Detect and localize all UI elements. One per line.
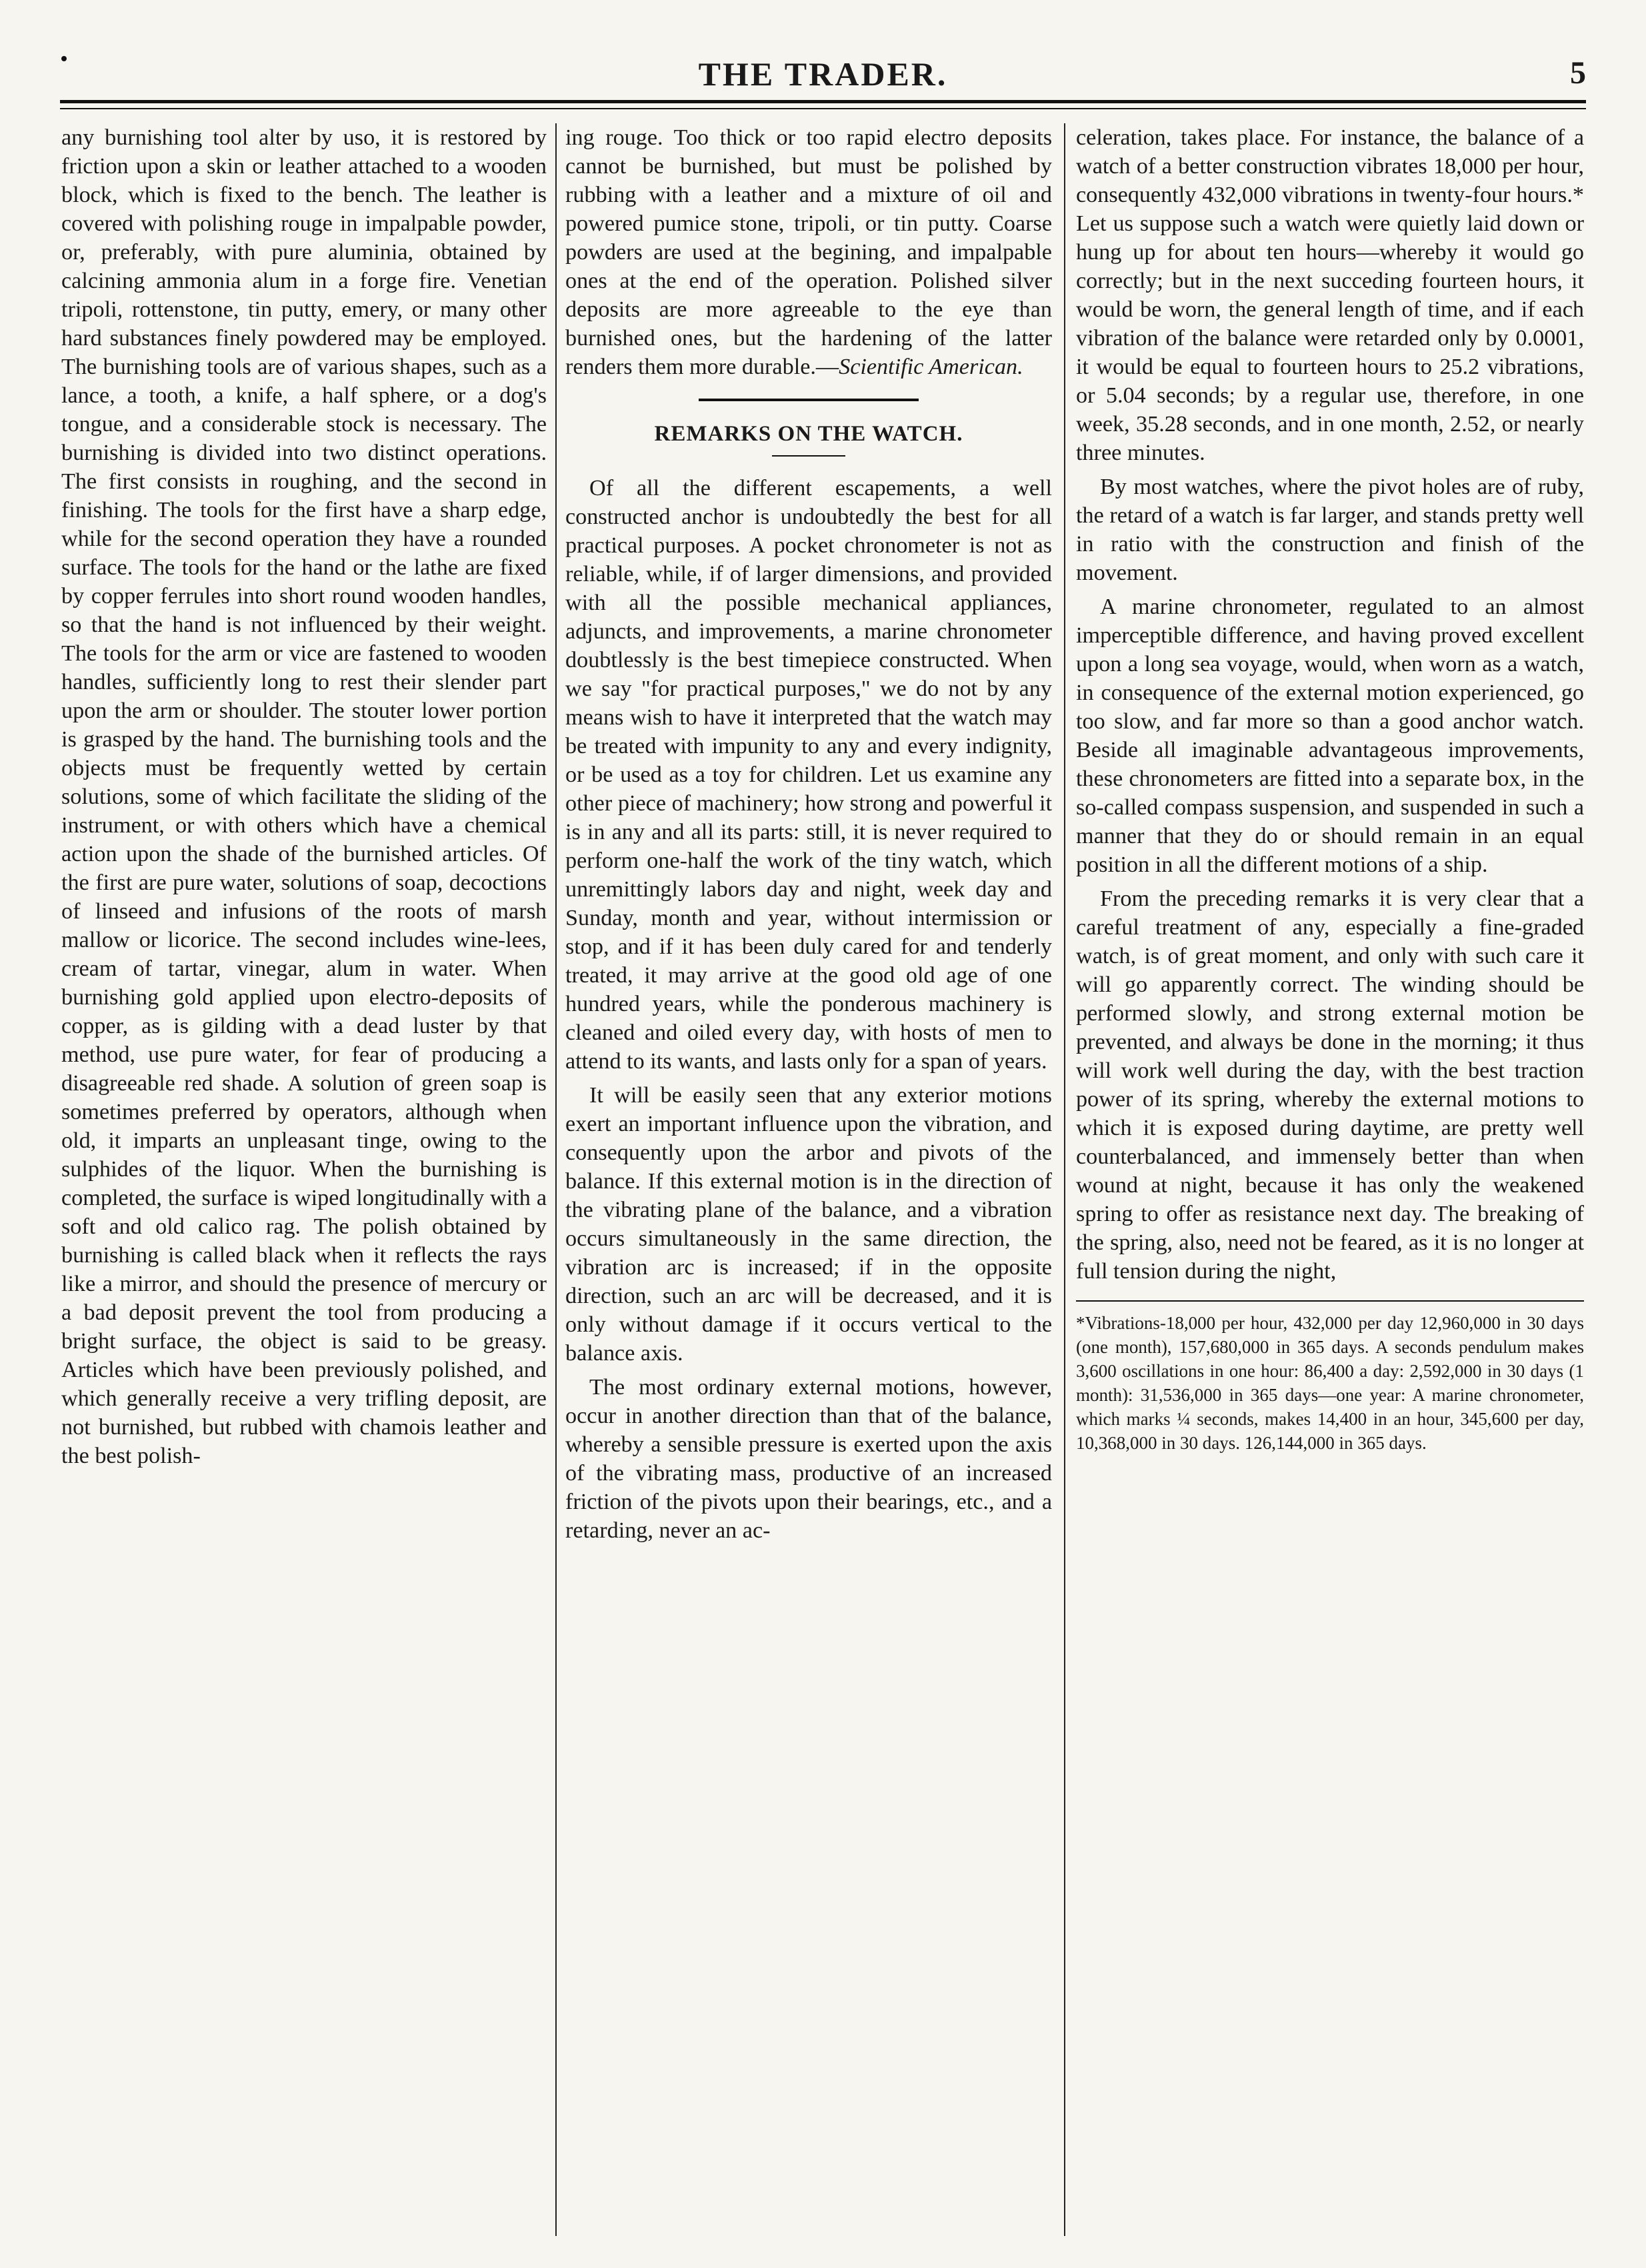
header-rule-thin [60, 108, 1586, 109]
column-divider [1064, 123, 1065, 2236]
paragraph: any burnishing tool alter by uso, it is restored by friction upon a skin or leather attached to a wooden block, which is fixed to the bench. The leather is covered with polishing rouge in impalpable powder, or, preferably, with pure aluminia, obtained by calcining ammonia alum in a forge fire. Venetian tripoli, rottenstone, tin putty, emery, or many other hard substances finely powdered may be employed. The burnishing tools are of various shapes, such as a lance, a tooth, a knife, a half sphere, or a dog's tongue, and a considerable stock is necessary. The burnishing is divided into two distinct operations. The first consists in roughing, and the second in finishing. The tools for the first have a sharp edge, while for the second operation they have a rounded surface. The tools for the hand or the lathe are fixed by copper ferrules into short round wooden handles, so that the hand is not influenced by their weight. The tools for the arm or vice are fastened to wooden handles, sufficiently long to rest their slender part upon the arm or shoulder. The stouter lower portion is grasped by the hand. The burnishing tools and the objects must be frequently wetted by certain solutions, some of which facilitate the sliding of the instrument, or with others which have a chemical action upon the shade of the burnished articles. Of the first are pure water, solutions of soap, decoctions of linseed and infusions of the roots of marsh mallow or licorice. The second includes wine-lees, cream of tartar, vinegar, alum in water. When burnishing gold applied upon electro-deposits of copper, as is gilding with a dead luster by that method, use pure water, for fear of producing a disagreeable red shade. A solution of green soap is sometimes preferred by operators, although when old, it imparts an unpleasant tinge, owing to the sulphides of the liquor. When the burnishing is completed, the surface is wiped longitudinally with a soft and old calico rag. The polish obtained by burnishing is called black when it reflects the rays like a mirror, and should the presence of mercury or a bad deposit prevent the tool from producing a bright surface, the object is said to be greasy. Articles which have been previously polished, and which generally receive a very trifling deposit, are not burnished, but rubbed with chamois leather and the best polish- [61, 125, 547, 1468]
paragraph: From the preceding remarks it is very clear that a careful treatment of any, especially a fine-graded watch, is of great moment, and only with such care it will go apparently correct. The winding should be performed slowly, and strong external motion be prevented, and always be done in the morning; it thus will work well during the day, with the best traction power of its spring, whereby the external motions to which it is exposed during daytime, are pretty well counterbalanced, and immensely better than when wound at night, because it has only the weakened spring to offer as resistance next day. The breaking of the spring, also, need not be feared, as it is no longer at full tension during the night, [1076, 886, 1584, 1284]
paragraph: A marine chronometer, regulated to an almost imperceptible difference, and having proved excellent upon a long sea voyage, would, when worn as a watch, in consequence of the external motion experienced, go too slow, and far more so than a good anchor watch. Beside all imaginable advantageous improvements, these chronometers are fitted into a separate box, in the so-called compass suspension, and suspended in such a manner that they do or should remain in an equal position in all the different motions of a ship. [1076, 594, 1584, 877]
column-2 [565, 123, 1052, 2236]
paragraph: It will be easily seen that any exterior motions exert an important influence upon the vibration, and consequently upon the arbor and pivots of the balance. If this external motion is in the direction of the vibrating plane of the balance, and a vibration occurs simultaneously in the same direction, the vibration arc is increased; if in the opposite direction, such an arc will be decreased, and it is only without damage if it occurs vertical to the balance axis. [565, 1083, 1052, 1366]
article-heading: REMARKS ON THE WATCH. [654, 422, 963, 446]
masthead [60, 55, 1586, 97]
page-title: THE TRADER. [698, 55, 948, 93]
paragraph: Of all the different escapements, a well constructed anchor is undoubtedly the best for all practical purposes. A pocket chronometer is not as reliable, while, if of larger dimensions, and provided with all the possible mechanical appliances, adjuncts, and improvements, a marine chronometer doubtlessly is the best timepiece constructed. When we say "for practical purposes," we do not by any means wish to have it interpreted that the watch may be treated with impunity to any and every indignity, or be used as a toy for children. Let us examine any other piece of machinery; how strong and powerful it is in any and all its parts: still, it is never required to perform one-half the work of the tiny watch, which unremittingly labors day and night, week day and Sunday, month and year, without intermission or stop, and if it has been duly cared for and tenderly treated, it may arrive at the good old age of one hundred years, while the ponderous machinery is cleaned and oiled every day, with hosts of men to attend to its wants, and lasts only for a span of years. [565, 476, 1052, 1074]
header-rule-thick [60, 100, 1586, 103]
column-divider [555, 123, 557, 2236]
column-1 [61, 123, 547, 2236]
article-continuation [565, 123, 1052, 381]
continuation-text: ing rouge. Too thick or too rapid electro deposits cannot be burnished, but must be polished by rubbing with a leather and a mixture of oil and powered pumice stone, tripoli, or tin putty. Coarse powders are used at the begining, and impalpable ones at the end of the operation. Polished silver deposits are more agreeable to the eye than burnished ones, but the hardening of the latter renders them more durable.— [565, 125, 1052, 379]
column-3 [1076, 123, 1584, 2236]
source-citation: Scientific American. [839, 355, 1023, 379]
footnote-rule [1076, 1300, 1584, 1302]
page-number: 5 [1570, 55, 1586, 91]
heading-underline [772, 455, 845, 457]
paragraph: The most ordinary external motions, however, occur in another direction than that of the balance, whereby a sensible pressure is exerted upon the axis of the vibrating mass, productive of an increased friction of the pivots upon their bearings, etc., and a retarding, never an ac- [565, 1375, 1052, 1543]
paragraph: celeration, takes place. For instance, the balance of a watch of a better construction vibrates 18,000 per hour, consequently 432,000 vibrations in twenty-four hours.* Let us suppose such a watch were quietly laid down or hung up for about ten hours—whereby it would go correctly; but in the next succeding fourteen hours, it would be worn, the general length of time, and if each vibration of the balance were retarded only by 0.0001, it would be equal to fourteen hours to 25.2 vibrations, or 5.04 seconds; by a regular use, therefore, in one week, 35.28 seconds, and in one month, 2.52, or nearly three minutes. [1076, 125, 1584, 465]
footnote: *Vibrations-18,000 per hour, 432,000 per day 12,960,000 in 30 days (one month), 157,680,000 in 365 days. A seconds pendulum makes 3,600 oscillations in one hour: 86,400 a day: 2,592,000 in 30 days (1 month): 31,536,000 in 365 days—one year: A marine chronometer, which marks ¼ seconds, makes 14,400 in an hour, 345,600 per day, 10,368,000 in 30 days. 126,144,000 in 365 days. [1076, 1313, 1584, 1453]
paragraph: By most watches, where the pivot holes are of ruby, the retard of a watch is far larger, and stands pretty well in ratio with the construction and finish of the movement. [1076, 475, 1584, 585]
section-rule [699, 399, 919, 401]
